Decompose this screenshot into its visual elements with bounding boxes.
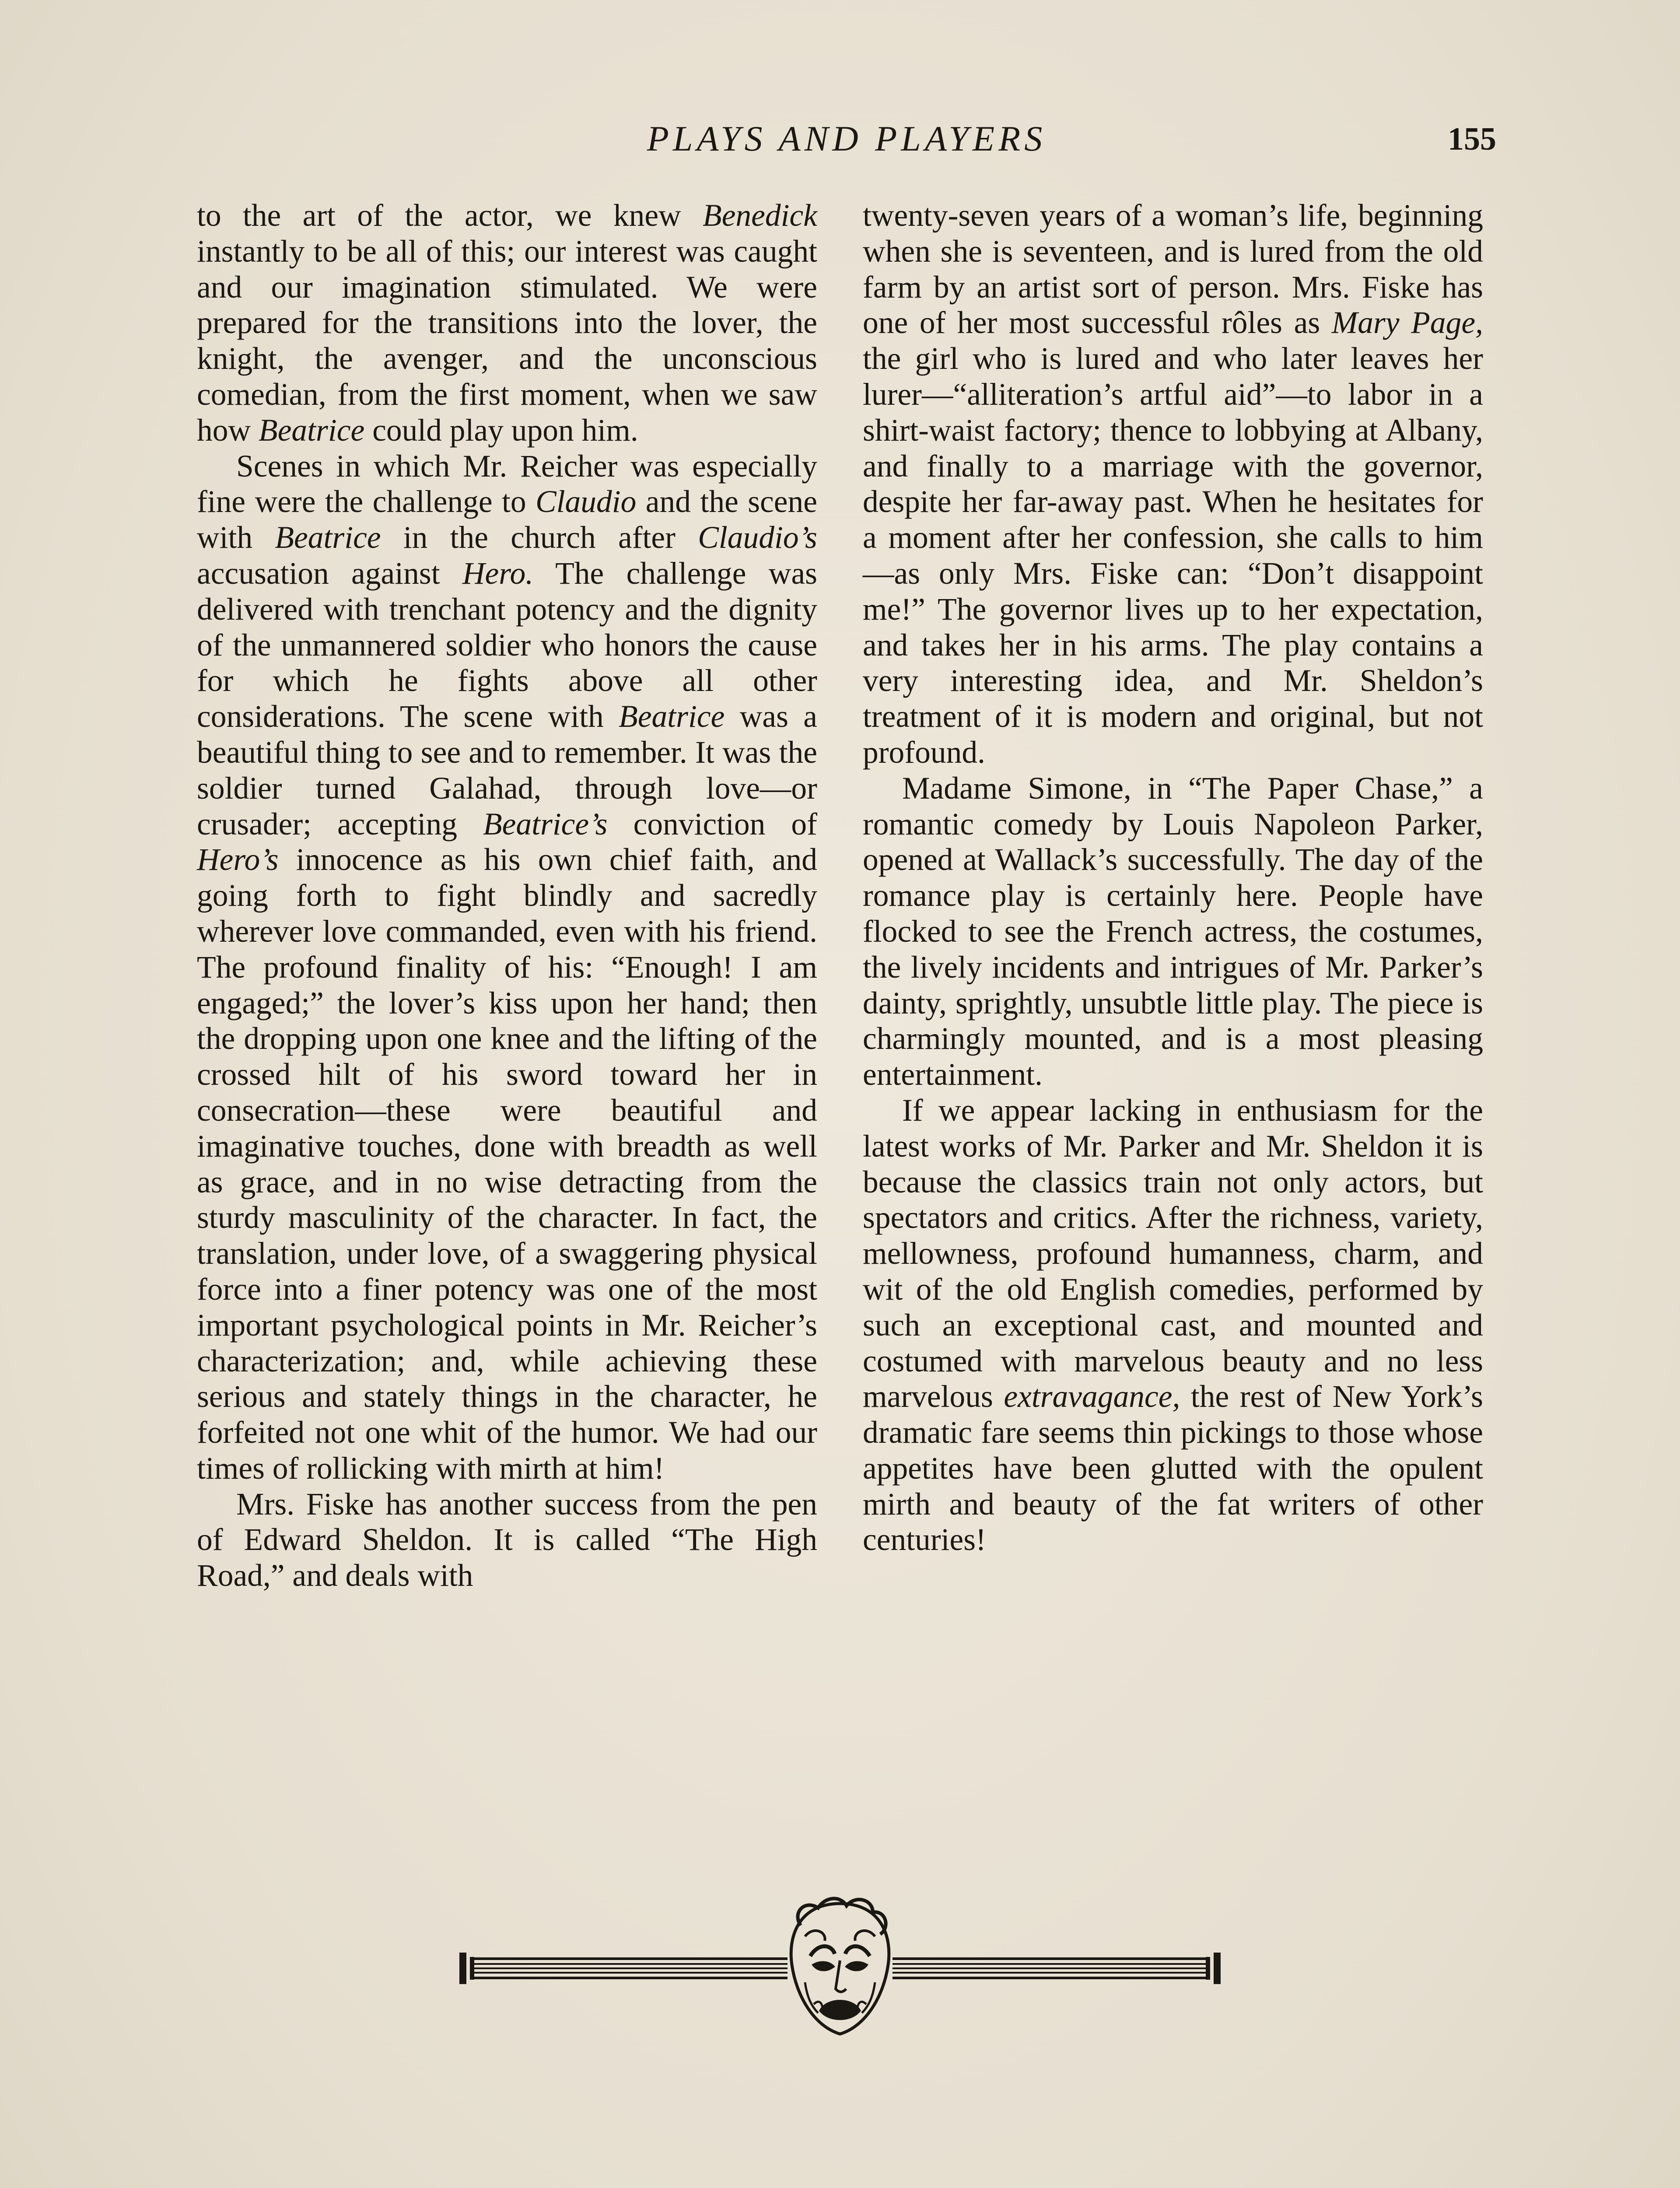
page-number: 155	[1448, 121, 1496, 157]
text-run: Madame Simone, in “The Paper Chase,” a romantic comedy by Louis Napoleon Parker, opened at Wallack’s successfully. The day of the romance play is certainly here. People have flocked to see the French actress, the costumes, the lively incidents and intrigues of Mr. Parker’s dainty, sprightly, unsubtle little play. The piece is charmingly mounted, and is a most pleasing entertainment.	[863, 771, 1483, 1092]
text-run: the rest of New York’s dramatic fare seems thin pickings to those whose appetites have been glutted with the opulent mirth and beauty of the fat writers of other centuries!	[863, 1379, 1483, 1557]
italic-run: Mary Page,	[1331, 305, 1484, 340]
text-run: instantly to be all of this; our interest was caught and our imagination stimulated. We were prepared for the transitions into the lover, the knight, the avenger, and the unconscious comedian, from the first moment, when we saw how	[197, 234, 817, 448]
text-run: If we appear lacking in enthusiasm for the latest works of Mr. Parker and Mr. Sheldon it is because the classics train not only actors, but spectators and critics. After the richness, variety, mellowness, profound humanness, charm, and wit of the old English comedies, performed by such an exceptional cast, and mounted and costumed with marvelous beauty and no less marvelous	[863, 1093, 1483, 1414]
text-run: and the scene with	[197, 484, 817, 555]
text-run: conviction of	[607, 806, 817, 842]
text-run: could play upon him.	[364, 413, 638, 448]
running-header	[197, 118, 1496, 166]
right-text-column	[863, 198, 1483, 1558]
text-run: to the art of the actor, we knew	[197, 198, 703, 233]
text-run: accusation against	[197, 556, 462, 591]
tailpiece-ornament	[455, 1895, 1225, 2039]
italic-run: Beatrice	[619, 699, 725, 734]
italic-run: Claudio	[535, 484, 637, 519]
paragraph	[863, 771, 1483, 1093]
left-text-column	[197, 198, 817, 1594]
paragraph	[863, 1093, 1483, 1558]
paragraph	[197, 449, 817, 1487]
paragraph	[863, 198, 1483, 771]
paragraph	[197, 1487, 817, 1594]
text-run: Scenes in which Mr. Reicher was especially fine were the challenge to	[197, 449, 817, 519]
italic-run: Hero’s	[197, 842, 279, 877]
text-run: was a beautiful thing to see and to remember. It was the soldier turned Galahad, through love—or crusader; accepting	[197, 699, 817, 842]
text-run: twenty-seven years of a woman’s life, beginning when she is seventeen, and is lured from the old farm by an artist sort of person. Mrs. Fiske has one of her most successful rôles as	[863, 198, 1483, 340]
text-run: The challenge was delivered with trenchant potency and the dignity of the unmannered soldier who honors the cause for which he fights above all other considerations. The scene with	[197, 556, 817, 734]
italic-run: Hero.	[462, 556, 534, 591]
italic-run: Claudio’s	[698, 520, 818, 555]
italic-run: Beatrice	[259, 413, 365, 448]
tragedy-mask-icon	[459, 1899, 1221, 2034]
italic-run: Beatrice’s	[483, 806, 608, 842]
italic-run: Benedick	[703, 198, 817, 233]
text-run: innocence as his own chief faith, and going forth to fight blindly and sacredly wherever love commanded, even with his friend. The profound finality of his: “Enough! I am engaged;” the lover’s kiss upon her hand; then the dropping upon one knee and the lifting of the crossed hilt of his sword toward her in consecration—these were beautiful and imaginative touches, done with breadth as well as grace, and in no wise detracting from the sturdy masculinity of the character. In fact, the translation, under love, of a swaggering physical force into a finer potency was one of the most important psychological points in Mr. Reicher’s characterization; and, while achieving these serious and stately things in the character, he forfeited not one whit of the humor. We had our times of rollicking with mirth at him!	[197, 842, 817, 1486]
paragraph	[197, 198, 817, 449]
page-title: PLAYS AND PLAYERS	[647, 119, 1046, 158]
text-run: the girl who is lured and who later leaves her lurer—“alliteration’s artful aid”—to labor in a shirt-waist factory; thence to lobbying at Albany, and finally to a marriage with the governor, despite her far-away past. When he hesitates for a moment after her confession, she calls to him—as only Mrs. Fiske can: “Don’t disappoint me!” The governor lives up to her expectation, and takes her in his arms. The play contains a very interesting idea, and Mr. Sheldon’s treatment of it is modern and original, but not profound.	[863, 341, 1483, 770]
italic-run: Beatrice	[275, 520, 381, 555]
italic-run: extravagance,	[1004, 1379, 1180, 1414]
text-run: in the church after	[381, 520, 698, 555]
text-run: Mrs. Fiske has another success from the pen of Edward Sheldon. It is called “The High Road,” and deals with	[197, 1487, 817, 1593]
